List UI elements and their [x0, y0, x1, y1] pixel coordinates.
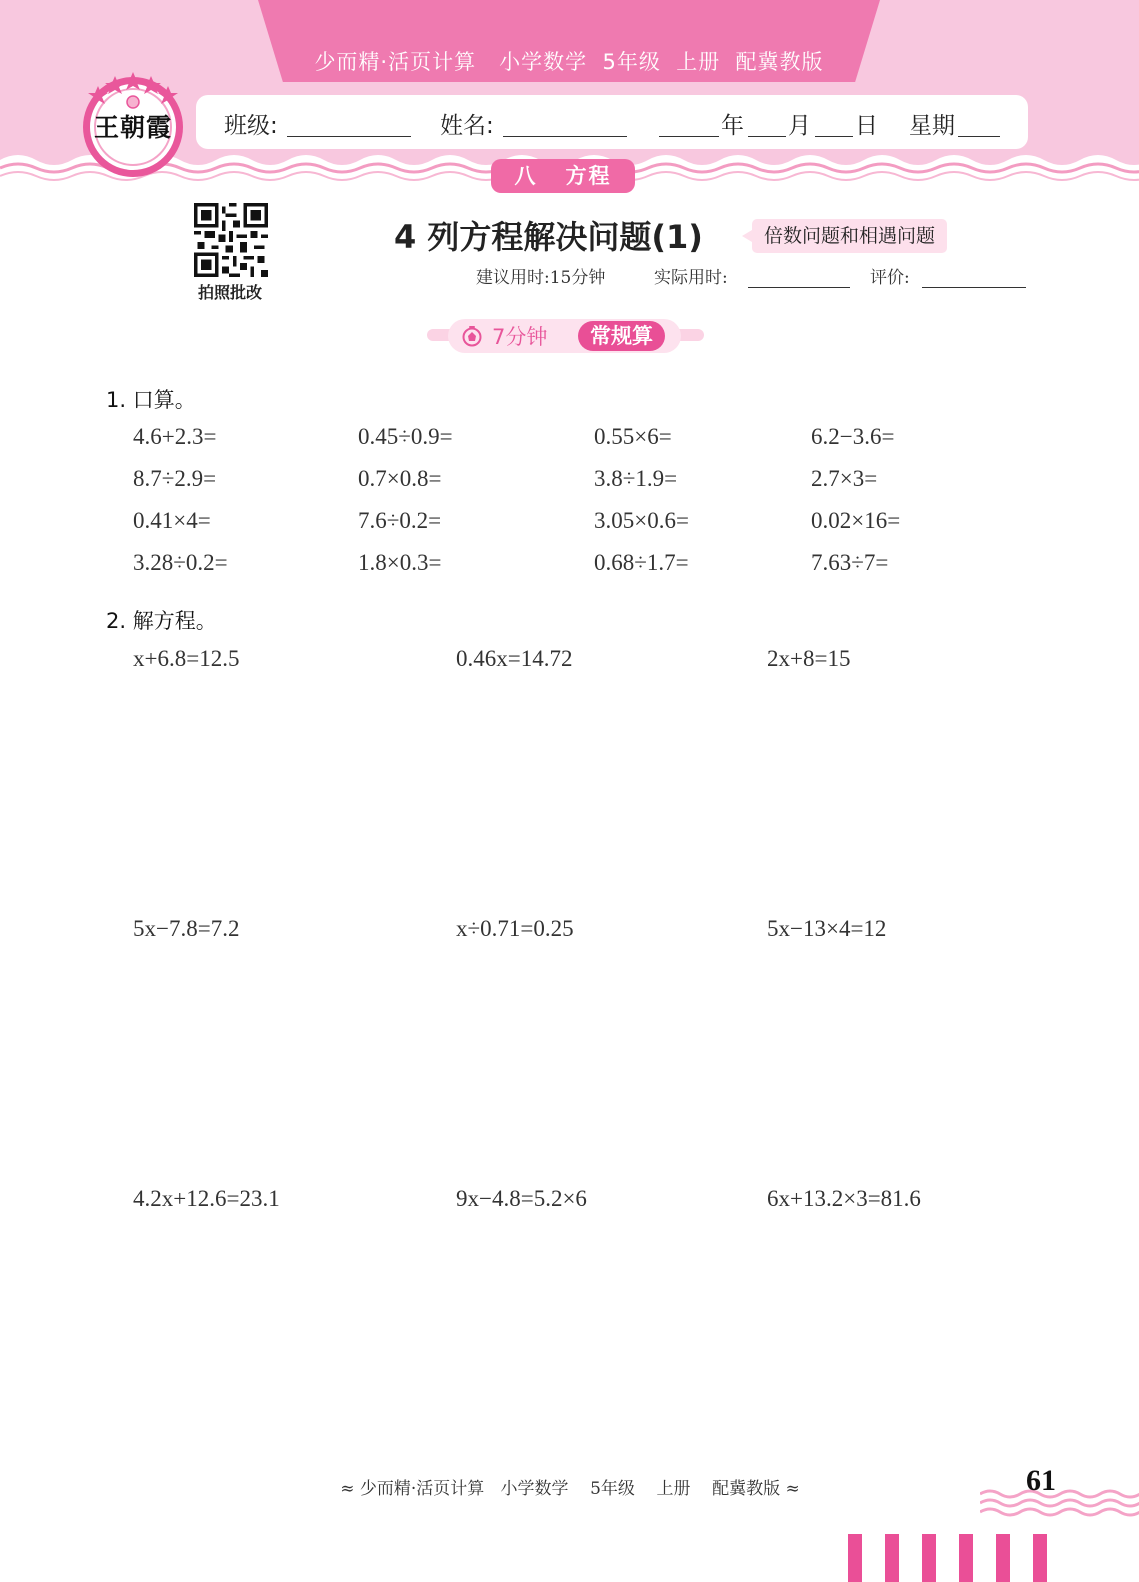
page-number: 61 — [1026, 1464, 1056, 1497]
month-field[interactable] — [748, 136, 786, 137]
mental-math-item: 6.2−3.6= — [811, 424, 895, 449]
mental-math-item: 0.68÷1.7= — [594, 550, 689, 575]
brand-name: 王朝霞 — [93, 113, 172, 142]
equation-item: 5x−7.8=7.2 — [133, 916, 240, 941]
year-label: 年 — [721, 113, 744, 139]
decorative-bar — [922, 1534, 936, 1582]
mental-math-item: 4.6+2.3= — [133, 424, 217, 449]
question-2-heading: 2. 解方程。 — [106, 609, 217, 633]
student-info-bar — [196, 95, 1028, 149]
equation-item: 6x+13.2×3=81.6 — [767, 1186, 921, 1211]
qr-code[interactable] — [192, 203, 270, 277]
equation-item: 0.46x=14.72 — [456, 646, 573, 671]
chapter-label: 八 方程 — [491, 159, 635, 193]
class-label: 班级: — [224, 113, 278, 139]
equation-item: x+6.8=12.5 — [133, 646, 240, 671]
mental-math-item: 7.63÷7= — [811, 550, 889, 575]
question-1-heading: 1. 口算。 — [106, 388, 196, 412]
evaluation-field[interactable] — [922, 287, 1026, 288]
decorative-bar — [996, 1534, 1010, 1582]
section-kind: 常规算 — [578, 321, 665, 351]
mental-math-item: 0.7×0.8= — [358, 466, 442, 491]
decorative-bar — [1033, 1534, 1047, 1582]
mental-math-item: 0.45÷0.9= — [358, 424, 453, 449]
mental-math-item: 8.7÷2.9= — [133, 466, 217, 491]
footer-series-text: ≈ 少而精·活页计算 小学数学 5年级 上册 配冀教版 ≈ — [340, 1479, 800, 1499]
mental-math-item: 3.05×0.6= — [594, 508, 689, 533]
decorative-bar — [959, 1534, 973, 1582]
qr-caption: 拍照批改 — [197, 283, 262, 302]
actual-time-label: 实际用时: — [654, 268, 728, 288]
suggested-time: 建议用时:15分钟 — [476, 268, 606, 288]
section-time: 7分钟 — [492, 325, 548, 349]
mental-math-item: 7.6÷0.2= — [358, 508, 442, 533]
mental-math-item: 0.02×16= — [811, 508, 901, 533]
mental-math-item: 3.28÷0.2= — [133, 550, 228, 575]
actual-time-field[interactable] — [748, 287, 850, 288]
lesson-tag: 倍数问题和相遇问题 — [752, 219, 947, 253]
equation-item: 9x−4.8=5.2×6 — [456, 1186, 587, 1211]
name-field[interactable] — [503, 136, 627, 137]
mental-math-item: 3.8÷1.9= — [594, 466, 678, 491]
equation-item: 4.2x+12.6=23.1 — [133, 1186, 280, 1211]
page-number-wave-decoration — [980, 1488, 1139, 1524]
lesson-title: 4 列方程解决问题(1) — [394, 218, 703, 256]
decorative-bar — [848, 1534, 862, 1582]
mental-math-item: 1.8×0.3= — [358, 550, 442, 575]
name-label: 姓名: — [440, 113, 494, 139]
lesson-tag-notch — [742, 230, 752, 242]
class-field[interactable] — [287, 136, 411, 137]
evaluation-label: 评价: — [870, 268, 910, 288]
day-field[interactable] — [815, 136, 853, 137]
mental-math-item: 2.7×3= — [811, 466, 878, 491]
series-title: 少而精·活页计算 小学数学 5年级 上册 配冀教版 — [314, 50, 824, 74]
equation-item: x÷0.71=0.25 — [456, 916, 574, 941]
weekday-label: 星期 — [909, 113, 955, 139]
day-label: 日 — [855, 113, 878, 139]
mental-math-item: 0.55×6= — [594, 424, 672, 449]
equation-item: 2x+8=15 — [767, 646, 851, 671]
clock-icon — [461, 325, 483, 347]
weekday-field[interactable] — [958, 136, 1000, 137]
equation-item: 5x−13×4=12 — [767, 916, 887, 941]
month-label: 月 — [788, 113, 811, 139]
mental-math-item: 0.41×4= — [133, 508, 211, 533]
year-field[interactable] — [659, 136, 719, 137]
decorative-bar — [885, 1534, 899, 1582]
